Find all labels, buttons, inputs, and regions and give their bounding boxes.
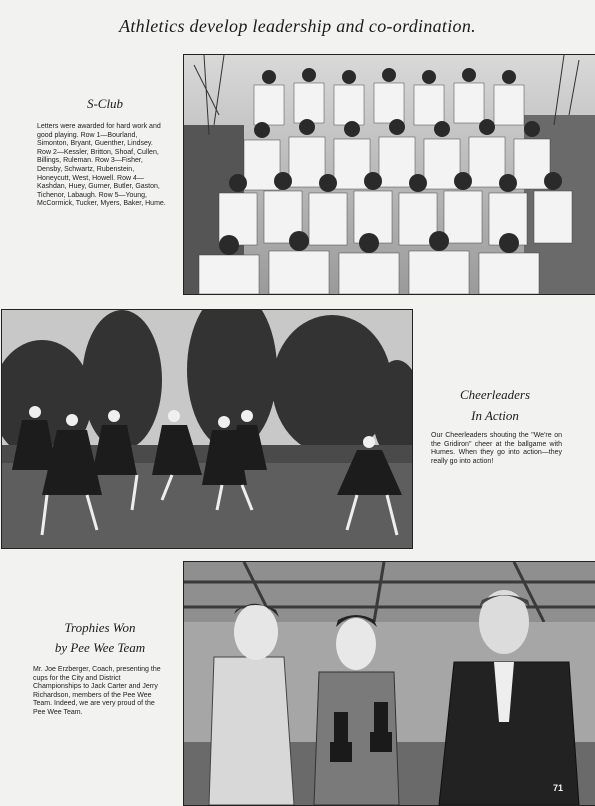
sclub-title: S-Club <box>86 96 124 111</box>
trophies-subtitle: by Pee Wee Team <box>54 640 146 655</box>
trophies-caption: Mr. Joe Erzberger, Coach, presenting the cups for the City and District Championships to Jack Carter and Jerry Richardson, members of the Pee Wee Team. Indeed, we are very proud of the Pee Wee Team. <box>33 666 161 716</box>
cheerleaders-title: Cheerleaders <box>459 387 531 402</box>
cheerleaders-photo <box>1 309 413 549</box>
sclub-group-photo <box>183 54 595 295</box>
cheerleaders-subtitle: In Action <box>471 408 519 423</box>
cheerleaders-caption: Our Cheerleaders shouting the "We're on the Gridiron" cheer at the ballgame with Humes. When they go into action—they really go into action! <box>431 432 562 465</box>
trophy-presentation-photo <box>183 561 595 806</box>
page-headline: Athletics develop leadership and co-ordination. <box>119 16 476 36</box>
sclub-caption: Letters were awarded for hard work and good playing. Row 1—Bourland, Simonton, Bryant, Guenther, Lindsey. Row 2—Kessler, Britton, Shoaf, Cullen, Billings, Ruleman. Row 3—Fisher, Densby, Schwartz, Rubenstein, Honeycutt, West, Howell. Row 4—Kashdan, Huey, Gurner, Butler, Gaston, Tichenor, Labaugh. Row 5—Young, McCormick, Tucker, Myers, Baker, Hume. <box>37 123 166 208</box>
trophies-title: Trophies Won <box>64 620 136 635</box>
page-number: 71 <box>553 783 564 793</box>
